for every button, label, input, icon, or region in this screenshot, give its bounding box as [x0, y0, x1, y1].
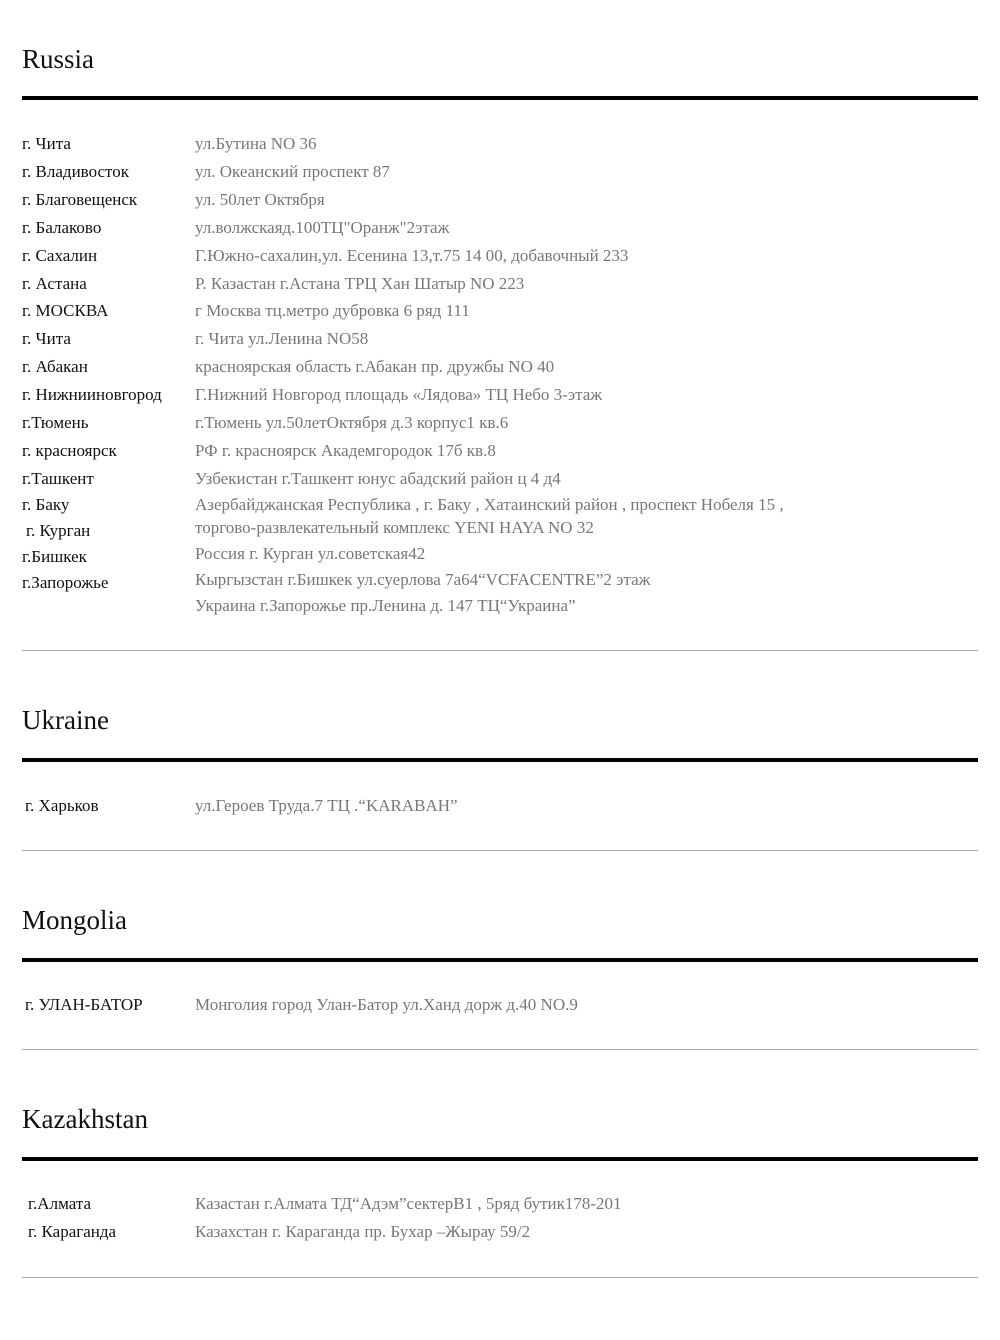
city-label: г. Курган [26, 521, 91, 540]
address-text: г.Тюмень ул.50летОктября д.3 корпус1 кв.6 [195, 413, 509, 432]
city-label: г. Абакан [22, 357, 88, 376]
address-text: Украина г.Запорожье пр.Ленина д. 147 ТЦ“Украина” [195, 596, 576, 615]
section-divider-thin [22, 1277, 978, 1278]
section-divider-thick [22, 96, 978, 100]
city-label: г. Караганда [28, 1222, 117, 1241]
address-text: г Москва тц.метро дубровка 6 ряд 111 [195, 301, 470, 320]
city-label: г. Сахалин [22, 246, 98, 265]
city-label: г. Баку [22, 495, 70, 514]
section-divider-thick [22, 758, 978, 762]
city-label: г.Ташкент [22, 469, 94, 488]
city-label: г.Бишкек [22, 547, 87, 566]
city-label: г.Тюмень [22, 413, 89, 432]
address-text: РФ г. красноярск Академгородок 17б кв.8 [195, 441, 496, 460]
section-title-mongolia: Mongolia [22, 905, 127, 935]
address-text: Г.Нижний Новгород площадь «Лядова» ТЦ Небо 3-этаж [195, 385, 603, 404]
address-text: торгово-развлекательный комплекс YENI HAYA NO 32 [195, 518, 594, 537]
city-label: г. Чита [22, 134, 71, 153]
address-text: Казахстан г. Караганда пр. Бухар –Жырау 59/2 [195, 1222, 531, 1241]
address-text: ул.Бутина NO 36 [195, 134, 317, 153]
address-text: Монголия город Улан-Батор ул.Ханд дорж д.40 NO.9 [195, 995, 578, 1014]
section-title-ukraine: Ukraine [22, 705, 109, 735]
address-text: Азербайджанская Республика , г. Баку , Хатаинский район , проспект Нобеля 15 , [195, 495, 784, 514]
address-text: Казастан г.Алмата ТД“Адэм”сектерВ1 , 5ряд бутик178-201 [195, 1194, 622, 1213]
city-label: г. Нижнииновгород [22, 385, 162, 404]
address-text: Р. Казастан г.Астана ТРЦ Хан Шатыр NO 223 [195, 274, 525, 293]
section-divider-thin [22, 650, 978, 651]
section-title-kazakhstan: Kazakhstan [22, 1104, 148, 1134]
section-divider-thin [22, 850, 978, 851]
city-label: г. МОСКВА [22, 301, 109, 320]
address-text: красноярская область г.Абакан пр. дружбы NO 40 [195, 357, 555, 376]
address-text: ул.волжскаяд.100ТЦ"Оранж"2этаж [195, 218, 450, 237]
section-divider-thick [22, 1157, 978, 1161]
address-text: Узбекистан г.Ташкент юнус абадский район ц 4 д4 [195, 469, 561, 488]
city-label: г. красноярск [22, 441, 117, 460]
section-divider-thick [22, 958, 978, 962]
city-label: г. Владивосток [22, 162, 130, 181]
section-divider-thin [22, 1049, 978, 1050]
address-text: Кыргызстан г.Бишкек ул.суерлова 7а64“VCFACENTRE”2 этаж [195, 570, 651, 589]
address-text: Россия г. Курган ул.советская42 [195, 544, 426, 563]
city-label: г. Харьков [25, 796, 99, 815]
city-label: г. Балаково [22, 218, 102, 237]
address-text: Г.Южно-сахалин,ул. Есенина 13,т.75 14 00, добавочный 233 [195, 246, 629, 265]
city-label: г. УЛАН-БАТОР [25, 995, 143, 1014]
city-label: г. Чита [22, 329, 71, 348]
address-text: г. Чита ул.Ленина NO58 [195, 329, 369, 348]
city-label: г. Благовещенск [22, 190, 138, 209]
address-text: ул. Океанский проспект 87 [195, 162, 390, 181]
address-text: ул. 50лет Октября [195, 190, 325, 209]
city-label: г.Алмата [28, 1194, 91, 1213]
address-text: ул.Героев Труда.7 ТЦ .“KARABAH” [195, 796, 458, 815]
section-title-russia: Russia [22, 44, 95, 74]
city-label: г.Запорожье [22, 573, 109, 592]
city-label: г. Астана [22, 274, 87, 293]
